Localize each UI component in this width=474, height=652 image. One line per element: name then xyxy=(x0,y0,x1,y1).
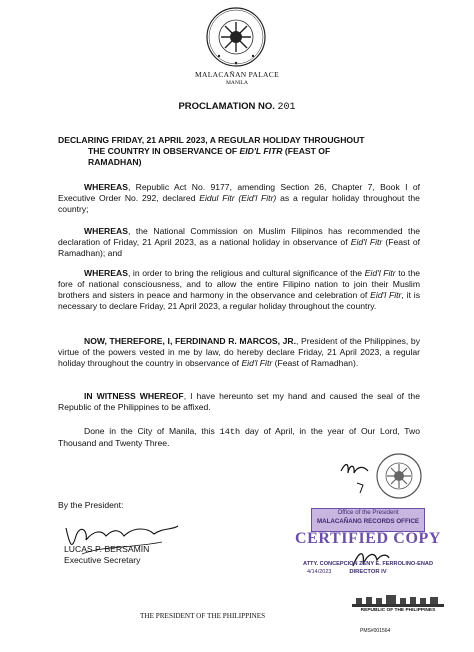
footer-republic: REPUBLIC OF THE PHILIPPINES xyxy=(360,608,436,613)
title-line-3: RAMADHAN) xyxy=(88,157,142,167)
title-line-2: THE COUNTRY IN OBSERVANCE OF EID'L FITR (FEAST OF xyxy=(88,146,331,156)
certified-copy-stamp xyxy=(293,508,443,590)
stamp-director: DIRECTOR IV xyxy=(349,569,387,575)
stamp-officer: ATTY. CONCEPCION ZENY E. FERROLINO-ENAD xyxy=(302,561,433,567)
witness-paragraph: IN WITNESS WHEREOF, I have hereunto set my hand and caused the seal of the Republic of the Philippines to be affixed. xyxy=(58,391,420,412)
done-paragraph: Done in the City of Manila, this 14th day of April, in the year of Our Lord, Two Thousand and Twenty Three. xyxy=(58,426,420,448)
whereas-paragraph-1: WHEREAS, Republic Act No. 9177, amending Section 26, Chapter 7, Book I of Executive Order No. 292, declared Eidul Fitr (Eid'l Fitr) as a regular holiday throughout the country; xyxy=(58,182,420,214)
footer-president: THE PRESIDENT OF THE PHILIPPINES xyxy=(140,612,266,620)
proclamation-heading xyxy=(0,101,474,113)
therefore-paragraph: NOW, THEREFORE, I, FERDINAND R. MARCOS, JR., President of the Philippines, by virtue of the powers vested in me by law, do hereby declare Friday, 21 April 2023, a regular holiday throughout the country in observance of Eid'l Fitr (Feast of Ramadhan). xyxy=(58,336,420,368)
footer-building-strip xyxy=(352,594,444,624)
proclamation-number: 201 xyxy=(277,102,296,113)
done-day: 14th xyxy=(219,427,241,437)
whereas-paragraph-3: WHEREAS, in order to bring the religious and cultural significance of the Eid'l Fitr to the fore of national consciousness, and to allow the entire Filipino nation to join their Muslim brothers and sisters in peace and harmony in the observance and celebration of Eid'l Fitr, it is necessary to declare Friday, 21 April 2023, a regular holiday throughout the country. xyxy=(58,268,421,311)
secretary-position: Executive Secretary xyxy=(64,555,141,565)
stamp-office: Office of the President xyxy=(337,509,399,516)
president-signature xyxy=(335,455,375,500)
secretary-name: LUCAS P. BERSAMIN xyxy=(64,544,150,554)
palace-name: MALACAÑAN PALACE xyxy=(195,70,279,79)
stamp-date: 4/14/2023 xyxy=(307,569,332,575)
footer-serial: PMS#001564 xyxy=(360,628,391,634)
palace-city: MANILA xyxy=(226,80,248,86)
stamp-certified-copy: CERTIFIED COPY xyxy=(294,530,442,547)
proclamation-title xyxy=(58,135,420,168)
official-seal-stamp xyxy=(375,452,423,500)
stamp-records-office: MALACAÑANG RECORDS OFFICE xyxy=(316,518,420,525)
by-the-president: By the President: xyxy=(58,500,124,510)
presidential-seal xyxy=(205,6,267,68)
title-line-1: DECLARING FRIDAY, 21 APRIL 2023, A REGULAR HOLIDAY THROUGHOUT xyxy=(58,135,365,145)
proclamation-label: PROCLAMATION NO. xyxy=(178,101,275,112)
whereas-paragraph-2: WHEREAS, the National Commission on Muslim Filipinos has recommended the declaration of Friday, 21 April 2023, as a national holiday in observance of Eid'l Fitr (Feast of Ramadhan); and xyxy=(58,226,421,258)
